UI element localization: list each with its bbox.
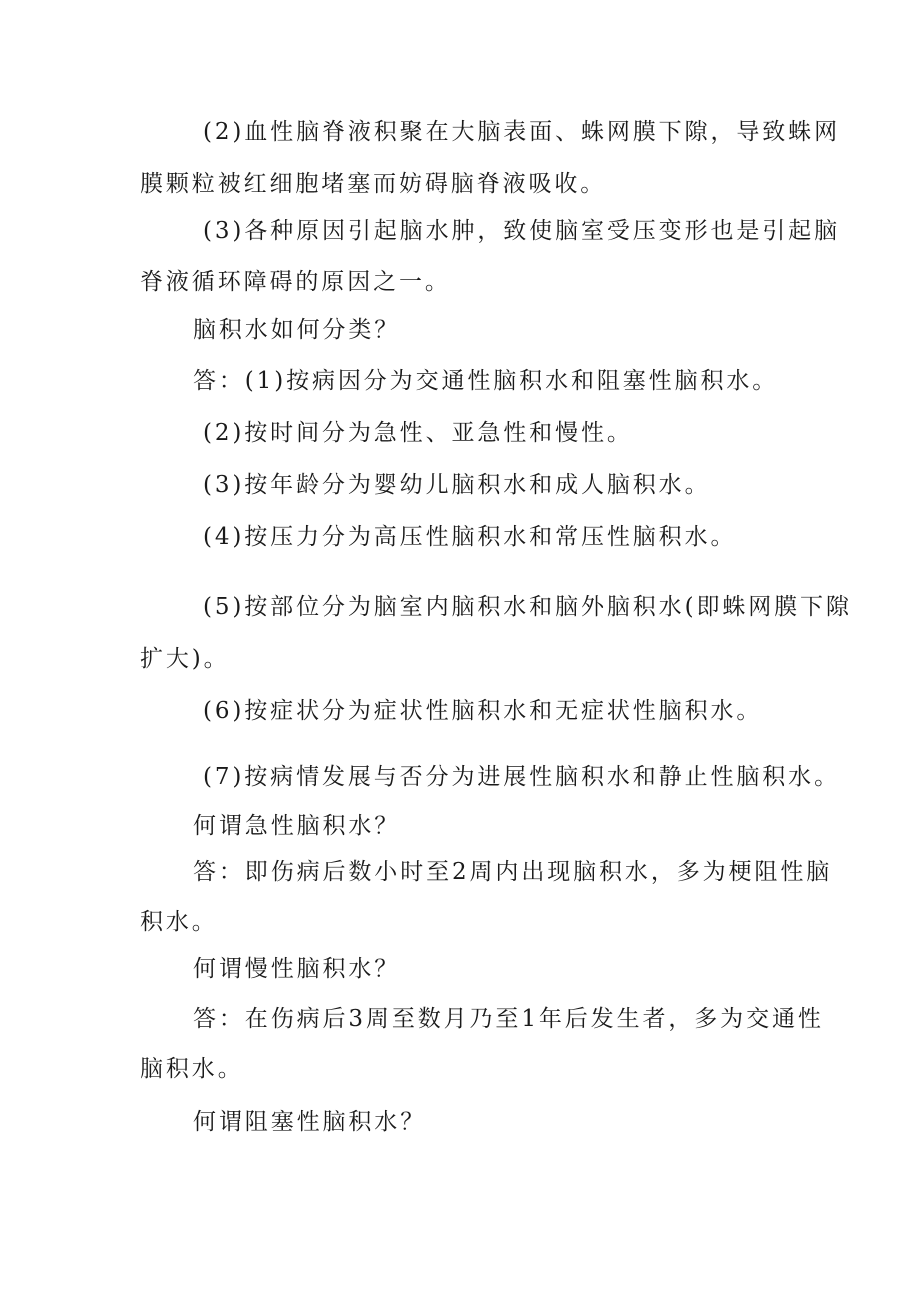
paragraph-line: 脊液循环障碍的原因之一。 bbox=[140, 269, 451, 295]
list-item-continuation: 扩大)。 bbox=[140, 646, 230, 672]
answer-continuation: 脑积水。 bbox=[140, 1056, 244, 1082]
paragraph-line: (2)血性脑脊液积聚在大脑表面、蛛网膜下隙，导致蛛网 bbox=[203, 119, 840, 145]
question-heading: 脑积水如何分类？ bbox=[193, 317, 401, 343]
question-heading: 何谓慢性脑积水？ bbox=[193, 956, 401, 982]
list-item: (4)按压力分为高压性脑积水和常压性脑积水。 bbox=[203, 524, 737, 550]
paragraph-line: 膜颗粒被红细胞堵塞而妨碍脑脊液吸收。 bbox=[140, 171, 607, 197]
answer-continuation: 积水。 bbox=[140, 909, 218, 935]
list-item: (3)按年龄分为婴幼儿脑积水和成人脑积水。 bbox=[203, 472, 711, 498]
question-heading: 何谓阻塞性脑积水？ bbox=[193, 1109, 427, 1135]
paragraph-line: (3)各种原因引起脑水肿，致使脑室受压变形也是引起脑 bbox=[203, 218, 840, 244]
list-item: (7)按病情发展与否分为进展性脑积水和静止性脑积水。 bbox=[203, 764, 840, 790]
answer-line: 答：即伤病后数小时至2周内出现脑积水，多为梗阻性脑 bbox=[193, 859, 833, 885]
answer-line: 答：(1)按病因分为交通性脑积水和阻塞性脑积水。 bbox=[193, 368, 779, 394]
list-item: (5)按部位分为脑室内脑积水和脑外脑积水(即蛛网膜下隙 bbox=[203, 594, 852, 620]
list-item: (6)按症状分为症状性脑积水和无症状性脑积水。 bbox=[203, 698, 763, 724]
list-item: (2)按时间分为急性、亚急性和慢性。 bbox=[203, 420, 633, 446]
question-heading: 何谓急性脑积水？ bbox=[193, 813, 401, 839]
answer-line: 答：在伤病后3周至数月乃至1年后发生者，多为交通性 bbox=[193, 1006, 824, 1032]
